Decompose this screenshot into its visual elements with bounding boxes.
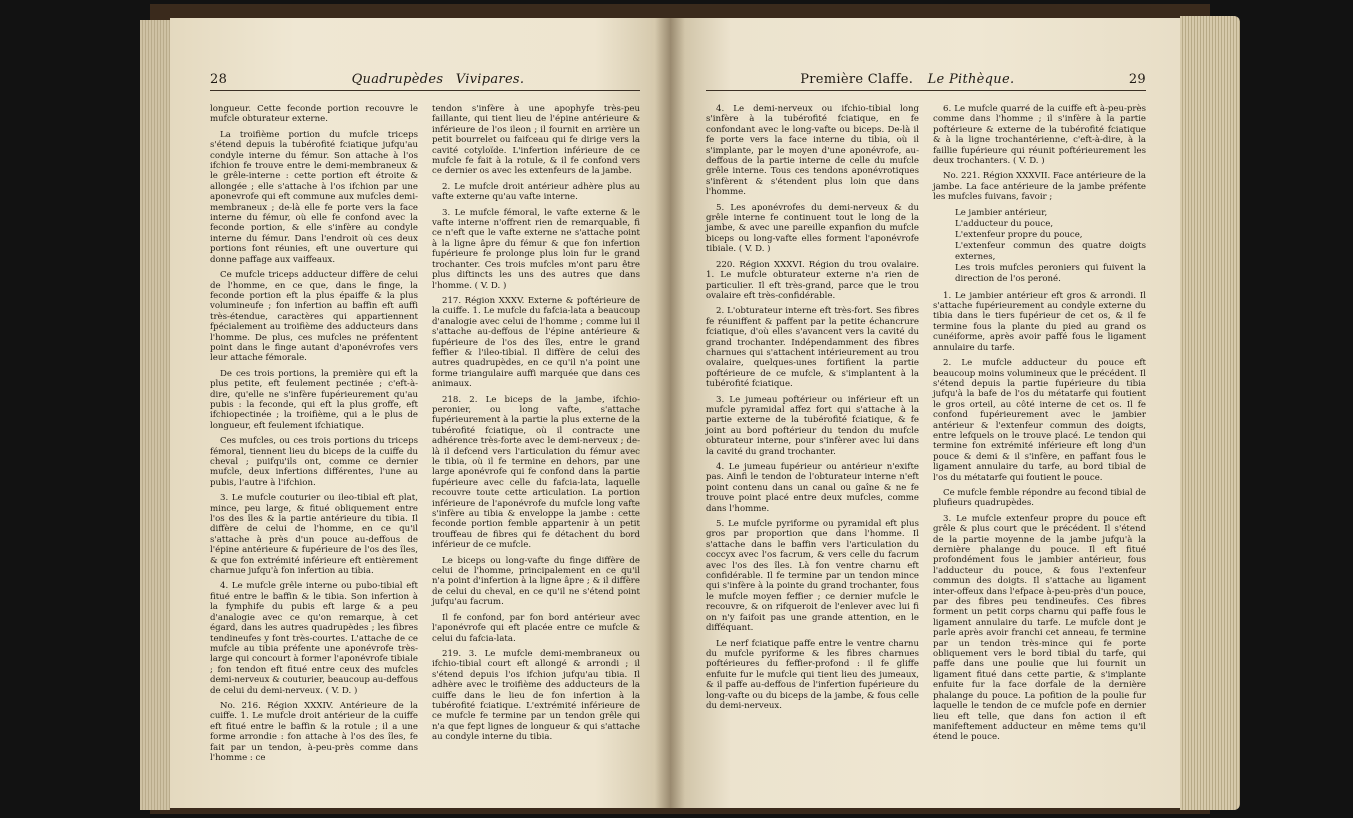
list-item: Les trois mufcles peroniers qui fuivent la direction de l'os peroné. xyxy=(955,262,1146,284)
paragraph: 1. Le jambier antérieur eft gros & arrondi. Il s'attache fupérieurement au condyle externe du tibia dans le tiers fupérieur de cet os, & il fe termine fous la plante du pied au grand os cunéiforme, après avoir paffé fous le ligament annulaire du tarfe. xyxy=(933,290,1146,353)
paragraph: 217. Région XXXV. Externe & poftérieure de la cuiffe. 1. Le mufcle du fafcia-lata a beaucoup d'analogie avec celui de l'homme ; comme lui il s'attache au-deffous de l'épine antérieure & fupérieure de l'os des îles, entre le grand feffier & l'ileo-tibial. Il diffère de celui des autres quadrupèdes, en ce qu'il n'a point une forme triangulaire auffi marquée que dans ces animaux. xyxy=(432,295,640,390)
right-running-head-subtitle: Le Pithèque. xyxy=(927,72,1015,87)
paragraph: longueur. Cette feconde portion recouvre le mufcle obturateur externe. xyxy=(210,104,418,125)
right-page-edges xyxy=(1180,16,1240,810)
paragraph: 3. Le jumeau poftérieur ou inférieur eft un mufcle pyramidal affez fort qui s'attache à la partie externe de la tubérofité fciatique, & fe joint au bord poftérieur du tendon du mufcle obturateur interne, pour s'infèrer avec lui dans la cavité du grand trochanter. xyxy=(706,394,919,457)
paragraph: 218. 2. Le biceps de la jambe, ifchio-peronier, ou long vafte, s'attache fupérieurement à la partie la plus externe de la tubérofité fciatique, où il contracte une adhérence très-forte avec le demi-nerveux ; de-là il defcend vers l'articulation du fémur avec le tibia, où il fe termine en dehors, par une large aponévrofe qui fe confond dans la partie fupérieure avec celle du fafcia-lata, laquelle recouvre toute cette articulation. La portion inférieure de l'aponévrofe du mufcle long vafte s'infère au tibia & enveloppe la jambe : cette feconde portion femble appartenir à un petit trouffeau de fibres qui fe détachent du bord inférieur de ce mufcle. xyxy=(432,394,640,551)
paragraph: 5. Le mufcle pyriforme ou pyramidal eft plus gros par proportion que dans l'homme. Il s'attache dans le baffin vers l'articulation du coccyx avec l'os facrum, & vers celle du facrum avec l'os des îles. Là fon ventre charnu eft confidérable. Il fe termine par un tendon mince qui s'infère à la pointe du grand trochanter, fous le mufcle moyen feffier ; ce dernier mufcle le recouvre, & on rifqueroit de l'enlever avec lui fi on n'y faifoit pas une grande attention, en le difféquant. xyxy=(706,519,919,634)
right-page xyxy=(670,18,1180,808)
paragraph: Le biceps ou long-vafte du finge diffère de celui de l'homme, principalement en ce qu'il n'a point d'infertion à la ligne âpre ; & il diffère de celui du cheval, en ce qu'il ne s'étend point jufqu'au facrum. xyxy=(432,555,640,608)
left-columns xyxy=(210,104,640,768)
paragraph: 4. Le demi-nerveux ou ifchio-tibial long s'infère à la tubérofité fciatique, en fe confondant avec le long-vafte ou biceps. De-là il fe porte vers la face interne du tibia, où il s'implante, par le moyen d'une aponévrofe, au-deffous de la partie interne de celle du mufcle grêle interne. Tous ces tendons aponévrotiques s'infèrent & s'étendent plus loin que dans l'homme. xyxy=(706,104,919,198)
paragraph: Ce mufcle triceps adducteur diffère de celui de l'homme, en ce que, dans le finge, la feconde portion eft la plus épaiffe & la plus volumineufe ; fon infertion au baffin eft auffi très-étendue, caractères qui appartiennent fpécialement au troifième des adducteurs dans l'homme. De plus, ces mufcles ne préfentent point dans le finge autant d'aponévrofes vers leur attache fémorale. xyxy=(210,270,418,364)
paragraph: Il fe confond, par fon bord antérieur avec l'aponévrofe qui eft placée entre ce mufcle & celui du fafcia-lata. xyxy=(432,612,640,644)
right-head-rule xyxy=(706,90,1146,91)
right-running-head xyxy=(706,72,1146,87)
paragraph: 3. Le mufcle couturier ou ileo-tibial eft plat, mince, peu large, & fitué obliquement entre l'os des îles & la partie antérieure du tibia. Il diffère de celui de l'homme, en ce qu'il s'attache à près d'un pouce au-deffous de l'épine antérieure & fupérieure de l'os des îles, & que fon extrémité inférieure eft entièrement charnue jufqu'à fon infertion au tibia. xyxy=(210,493,418,577)
paragraph: La troifième portion du mufcle triceps s'étend depuis la tubérofité fciatique jufqu'au condyle interne du fémur. Son attache à l'os ifchion fe trouve entre le demi-membraneux & le grêle-interne : cette portion eft étroite & allongée ; elle s'attache à l'os ifchion par une aponevrofe qui eft commune aux mufcles demi-membraneux ; de-là elle fe porte vers la face interne du fémur, où elle fe confond avec la feconde portion, & elle s'infère au condyle interne du fémur. Dans l'endroit où ces deux portions font réunies, eft une ouverture qui donne paffage aux vaiffeaux. xyxy=(210,129,418,265)
left-page xyxy=(170,18,670,808)
paragraph: 2. Le mufcle droit antérieur adhère plus au vafte externe qu'au vafte interne. xyxy=(432,181,640,203)
paragraph: No. 221. Région XXXVII. Face antérieure de la jambe. La face antérieure de la jambe préfente les mufcles fuivans, favoir ; xyxy=(933,171,1146,203)
right-column-2 xyxy=(933,104,1146,748)
paragraph: Ces mufcles, ou ces trois portions du triceps fémoral, tiennent lieu du biceps de la cuiffe du cheval ; puifqu'ils ont, comme ce dernier mufcle, deux infertions différentes, l'une au pubis, l'autre à l'ifchion. xyxy=(210,436,418,488)
paragraph: De ces trois portions, la première qui eft la plus petite, eft feulement pectinée ; c'eft-à-dire, qu'elle ne s'infère fupérieurement qu'au pubis : la feconde, qui eft la plus groffe, eft ifchiopectinée ; la troifième, qui a le plus de longueur, eft feulement ifchiatique. xyxy=(210,368,418,431)
left-running-head xyxy=(210,72,640,87)
left-page-number: 28 xyxy=(210,72,228,87)
left-head-rule xyxy=(210,90,640,91)
left-running-head-title: Quadrupèdes xyxy=(351,72,444,87)
paragraph: 3. Le mufcle fémoral, le vafte externe & le vafte interne n'offrent rien de remarquable, fi ce n'eft que le vafte externe ne s'attache point à la ligne âpre du fémur & que fon infertion fupérieure fe prolonge plus loin fur le grand trochanter. Ces trois mufcles m'ont paru être plus diftincts les uns des autres que dans l'homme. ( V. D. ) xyxy=(432,207,640,291)
paragraph: 219. 3. Le mufcle demi-membraneux ou ifchio-tibial court eft allongé & arrondi ; il s'étend depuis l'os ifchion jufqu'au tibia. Il adhère avec le troifième des adducteurs de la cuiffe dans le lieu de fon infertion à la tubérofité fciatique. L'extrémité inférieure de ce mufcle fe termine par un tendon grêle qui n'a que fept lignes de longueur & qui s'attache au condyle interne du tibia. xyxy=(432,648,640,743)
left-page-edges xyxy=(140,20,170,810)
paragraph: Ce mufcle femble répondre au fecond tibial de plufieurs quadrupèdes. xyxy=(933,487,1147,509)
right-columns xyxy=(706,104,1146,748)
paragraph: tendon s'infère à une apophyfe très-peu faillante, qui tient lieu de l'épine antérieure & inférieure de l'os ileon ; il fournit en arrière un petit bourrelet ou faifceau qui fe dirige vers la cavité cotyloïde. L'infertion inférieure de ce mufcle fe fait à la rotule, & il fe confond vers ce dernier os avec les extenfeurs de la jambe. xyxy=(432,104,640,177)
paragraph: Le nerf fciatique paffe entre le ventre charnu du mufcle pyriforme & les fibres charnues poftérieures du feffier-profond : il fe gliffe enfuite fur le mufcle qui tient lieu des jumeaux, & il paffe au-deffous de l'infertion fupérieure du long-vafte ou du biceps de la jambe, & fous celle du demi-nerveux. xyxy=(706,638,919,711)
left-column-1 xyxy=(210,104,418,768)
right-running-head-title: Première Claffe. xyxy=(800,72,914,87)
left-column-2 xyxy=(432,104,640,768)
paragraph: No. 216. Région XXXIV. Antérieure de la cuiffe. 1. Le mufcle droit antérieur de la cuiffe eft fitué entre le baffin & la rotule ; il a une forme arrondie : fon attache à l'os des îles, fe fait par un tendon, à-peu-près comme dans l'homme : ce xyxy=(210,700,418,763)
paragraph: 2. L'obturateur interne eft très-fort. Ses fibres fe réuniffent & paffent par la petite échancrure fciatique, d'où elles s'avancent vers la cavité du grand trochanter. Indépendamment des fibres charnues qui s'attachent intérieurement au trou ovalaire, quelques-unes fortifient la partie poftérieure de ce mufcle, & s'implantent à la tubérofité fciatique. xyxy=(706,306,919,390)
paragraph: 4. Le mufcle grêle interne ou pubo-tibial eft fitué entre le baffin & le tibia. Son infertion à la fymphife du pubis eft large & a peu d'analogie avec ce qu'on remarque, à cet égard, dans les autres quadrupèdes ; les fibres tendineufes y font très-courtes. L'attache de ce mufcle au tibia préfente une aponévrofe très-large qui concourt à former l'aponévrofe tibiale ; fon tendon eft fitué entre ceux des mufcles demi-nerveux & couturier, beaucoup au-deffous de celui du demi-nerveux. ( V. D. ) xyxy=(210,581,419,696)
paragraph: 4. Le jumeau fupérieur ou antérieur n'exifte pas. Ainfi le tendon de l'obturateur interne n'eft point contenu dans un canal ou gaîne & ne fe trouve point placé entre deux mufcles, comme dans l'homme. xyxy=(706,462,919,514)
right-column-1 xyxy=(706,104,919,748)
right-page-number: 29 xyxy=(1128,72,1146,87)
muscle-list xyxy=(955,208,1146,285)
list-item: Le jambier antérieur, xyxy=(955,207,1048,218)
list-item: L'extenfeur commun des quatre doigts externes, xyxy=(955,240,1146,262)
book-gutter xyxy=(655,18,685,808)
paragraph: 3. Le mufcle extenfeur propre du pouce eft grêle & plus court que le précédent. Il s'étend de la partie moyenne de la jambe jufqu'à la dernière phalange du pouce. Il eft fitué profondément fous le jambier antérieur, fous l'adducteur du pouce, & fous l'extenfeur commun des doigts. Il s'attache au ligament inter-offeux dans l'efpace à-peu-près d'un pouce, par des fibres peu tendineufes. Ces fibres forment un petit corps charnu qui paffe fous le ligament annulaire du tarfe. Le mufcle dont je parle après avoir franchi cet anneau, fe termine par un tendon très-mince qui fe porte obliquement vers le bord tibial du tarfe, qui paffe dans une poulie que lui fournit un ligament fitué dans cette partie, & s'implante enfuite fur la face dorfale de la dernière phalange du pouce. La pofition de la poulie fur laquelle le tendon de ce mufcle pofe en dernier lieu eft telle, que dans fon action il eft manifeftement adducteur en même tems qu'il étend le pouce. xyxy=(933,513,1146,743)
paragraph: 220. Région XXXVI. Région du trou ovalaire. 1. Le mufcle obturateur externe n'a rien de particulier. Il eft très-grand, parce que le trou ovalaire eft très-confidérable. xyxy=(706,259,919,301)
list-item: L'extenfeur propre du pouce, xyxy=(955,229,1083,240)
left-running-head-subtitle: Vivipares. xyxy=(455,72,525,87)
paragraph: 2. Le mufcle adducteur du pouce eft beaucoup moins volumineux que le précédent. Il s'étend depuis la partie fupérieure du tibia jufqu'à la bafe de l'os du métatarfe qui foutient le gros orteil, au côté interne de cet os. Il fe confond fupérieurement avec le jambier antérieur & l'extenfeur commun des doigts, entre lefquels on le trouve placé. Le tendon qui termine fon extrémité inférieure eft long d'un pouce & demi & il s'infère, en paffant fous le ligament annulaire du tarfe, au bord tibial de l'os du métatarfe qui foutient le pouce. xyxy=(933,358,1146,483)
list-item: L'adducteur du pouce, xyxy=(955,218,1054,229)
paragraph: 5. Les aponévrofes du demi-nerveux & du grêle interne fe continuent tout le long de la jambe, & avec une pareille expanfion du mufcle biceps ou long-vafte elles forment l'aponévrofe tibiale. ( V. D. ) xyxy=(706,202,919,255)
paragraph: 6. Le mufcle quarré de la cuiffe eft à-peu-près comme dans l'homme ; il s'infère à la partie poftérieure & externe de la tubérofité fciatique & à la ligne trochantérienne, c'eft-à-dire, à la faillie fupérieure qui réunit poftérieurement les deux trochanters. ( V. D. ) xyxy=(933,104,1146,167)
